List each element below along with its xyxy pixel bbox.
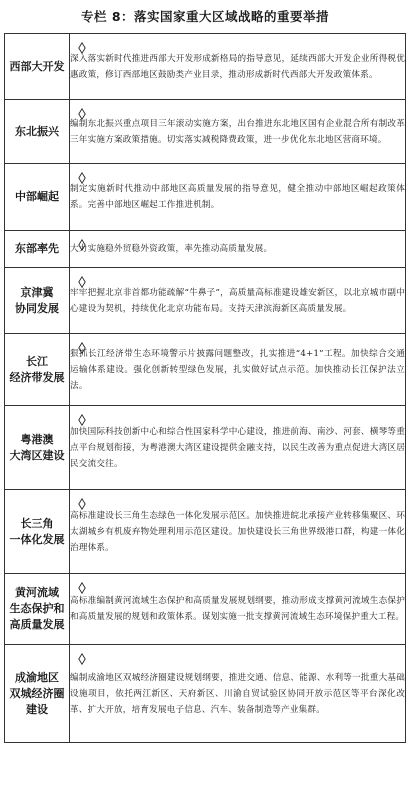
measure-text: 狠抓长江经济带生态环境警示片披露问题整改，扎实推进“4+1”工程。加快综合交通运输体系建设。强化创新转型绿色发展，扎实做好试点示范。加快推动长江保护法立法。 [70, 348, 405, 391]
diamond-bullet-icon [78, 498, 86, 510]
measure-text-cell [70, 100, 406, 164]
region-strategy-label: 东北振兴 [5, 100, 70, 164]
measure-text: 编制成渝地区双城经济圈建设规划纲要，推进交通、信息、能源、水利等一批重大基础设施项目，依托两江新区、天府新区、川渝自贸试验区协同开放示范区等平台深化改革、扩大开放，培育发展电子信息、汽车、装备制造等产业集群。 [70, 672, 405, 715]
region-strategy-label: 东部率先 [5, 231, 70, 268]
table-row [5, 490, 406, 574]
diamond-bullet-icon [78, 108, 86, 120]
region-strategy-label: 粤港澳 大湾区建设 [5, 406, 70, 490]
measure-text-cell [70, 334, 406, 406]
region-strategy-label: 成渝地区 双城经济圈 建设 [5, 645, 70, 743]
table-row [5, 100, 406, 164]
region-strategy-label: 长三角 一体化发展 [5, 490, 70, 574]
table-row [5, 645, 406, 743]
measure-text-cell [70, 406, 406, 490]
measure-text-cell [70, 574, 406, 645]
region-strategy-label: 长江 经济带发展 [5, 334, 70, 406]
measure-text-cell [70, 490, 406, 574]
region-strategy-label: 京津冀 协同发展 [5, 268, 70, 334]
table-row [5, 231, 406, 268]
measure-text: 高标准建设长三角生态绿色一体化发展示范区。加快推进皖北承接产业转移集聚区、环太湖城乡有机废弃物处理利用示范区建设。加快建设长三角世界级港口群，构建一体化治理体系。 [70, 510, 405, 553]
diamond-bullet-icon [78, 414, 86, 426]
table-row [5, 164, 406, 231]
measure-text-cell [70, 34, 406, 100]
region-strategy-label: 中部崛起 [5, 164, 70, 231]
column-title: 专栏 8：落实国家重大区域战略的重要举措 [80, 9, 330, 24]
diamond-bullet-icon [78, 172, 86, 184]
measure-text-cell [70, 164, 406, 231]
measure-text: 编制东北振兴重点项目三年滚动实施方案，出台推进东北地区国有企业混合所有制改革三年实施方案政策措施。切实落实减税降费政策，进一步优化东北地区营商环境。 [70, 118, 405, 145]
region-strategy-label: 西部大开发 [5, 34, 70, 100]
table-row [5, 34, 406, 100]
diamond-bullet-icon [78, 239, 86, 251]
region-strategy-label: 黄河流域 生态保护和 高质量发展 [5, 574, 70, 645]
diamond-bullet-icon [78, 342, 86, 354]
measures-table [4, 33, 406, 743]
measure-text-cell [70, 231, 406, 268]
diamond-bullet-icon [78, 582, 86, 594]
measure-text-cell [70, 268, 406, 334]
diamond-bullet-icon [78, 276, 86, 288]
table-row [5, 334, 406, 406]
table-row [5, 406, 406, 490]
measure-text: 加快国际科技创新中心和综合性国家科学中心建设，推进前海、南沙、河套、横琴等重点平台规划衔接，为粤港澳大湾区建设提供金融支持，以民生改善为重点促进大湾区居民交流交往。 [70, 426, 405, 469]
measure-text: 大力实施稳外贸稳外资政策，率先推动高质量发展。 [70, 244, 273, 254]
table-row [5, 574, 406, 645]
table-row [5, 268, 406, 334]
measure-text-cell [70, 645, 406, 743]
diamond-bullet-icon [78, 653, 86, 665]
diamond-bullet-icon [78, 42, 86, 54]
measure-text: 牢牢把握北京非首都功能疏解“牛鼻子”，高质量高标准建设雄安新区，以北京城市副中心建设为契机，持续优化北京功能布局。支持天津滨海新区高质量发展。 [70, 287, 405, 314]
measure-text: 制定实施新时代推动中部地区高质量发展的指导意见，健全推动中部地区崛起政策体系。完善中部地区崛起工作推进机制。 [70, 184, 405, 210]
measure-text: 高标准编制黄河流域生态保护和高质量发展规划纲要，推动形成支撑黄河流域生态保护和高质量发展的规划和政策体系。谋划实施一批支撑黄河流域生态环境保护重大工程。 [70, 596, 405, 622]
measure-text: 深入落实新时代推进西部大开发形成新格局的指导意见，延续西部大开发企业所得税优惠政策，修订西部地区鼓励类产业目录，推动形成新时代西部大开发政策体系。 [70, 53, 405, 80]
